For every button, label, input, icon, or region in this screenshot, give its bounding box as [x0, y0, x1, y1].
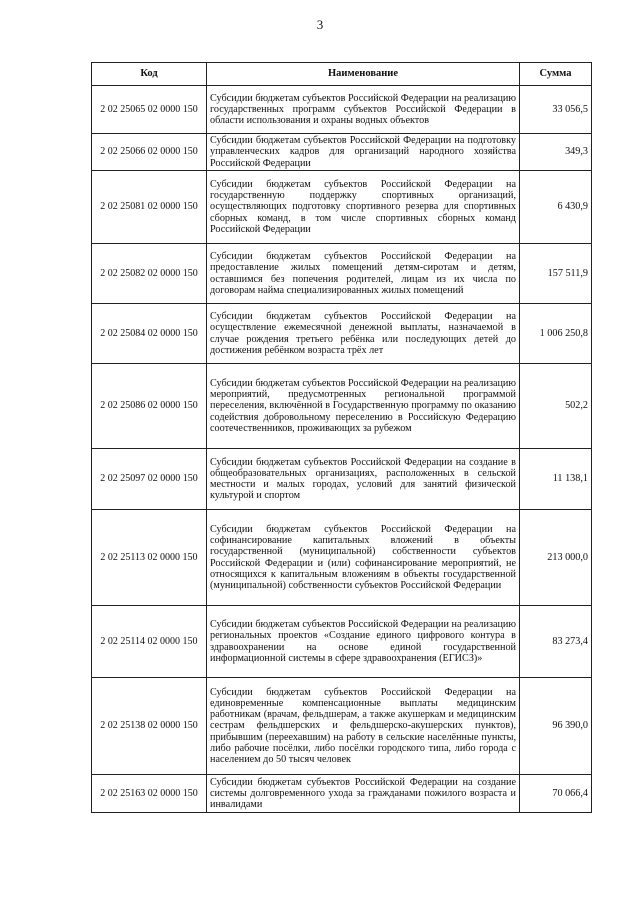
row-name: Субсидии бюджетам субъектов Российской Федерации на единовременные компенсационные выплаты медицинским работникам (врачам, фельдшерам, а также акушеркам и медицинским сестрам фельдшерских и фельдшерско-акушерских пунктов), прибывшим (переехавшим) на работу в сельские населённые пункты, либо рабочие посёлки, либо посёлки городского типа, либо города с населением до 50 тысяч человек — [207, 678, 520, 775]
row-name: Субсидии бюджетам субъектов Российской Федерации на предоставление жилых помещений детям-сиротам и детям, оставшимся без попечения родителей, лицам из их числа по договорам найма специализированных жилых помещений — [207, 244, 520, 304]
row-name: Субсидии бюджетам субъектов Российской Федерации на реализацию государственных программ субъектов Российской Федерации в области использования и охраны водных объектов — [207, 86, 520, 134]
subsidies-table — [91, 62, 592, 813]
row-name: Субсидии бюджетам субъектов Российской Федерации на реализацию мероприятий, предусмотренных региональной программой переселения, включённой в Государственную программу по оказанию содействия добровольному переселению в Российскую Федерацию соотечественников, проживающих за рубежом — [207, 364, 520, 449]
row-name: Субсидии бюджетам субъектов Российской Федерации на осуществление ежемесячной денежной выплаты, назначаемой в случае рождения третьего ребёнка или последующих детей до достижения ребёнком возраста трёх лет — [207, 304, 520, 364]
row-code: 2 02 25086 02 0000 150 — [92, 364, 207, 449]
table-row — [92, 304, 592, 364]
row-sum: 6 430,9 — [520, 171, 592, 244]
table-row — [92, 86, 592, 134]
row-sum: 70 066,4 — [520, 775, 592, 813]
row-sum: 83 273,4 — [520, 606, 592, 678]
row-code: 2 02 25065 02 0000 150 — [92, 86, 207, 134]
table-row — [92, 364, 592, 449]
row-sum: 1 006 250,8 — [520, 304, 592, 364]
row-code: 2 02 25082 02 0000 150 — [92, 244, 207, 304]
row-code: 2 02 25066 02 0000 150 — [92, 134, 207, 171]
row-code: 2 02 25097 02 0000 150 — [92, 449, 207, 510]
row-sum: 33 056,5 — [520, 86, 592, 134]
row-code: 2 02 25113 02 0000 150 — [92, 510, 207, 606]
row-name: Субсидии бюджетам субъектов Российской Федерации на государственную поддержку спортивных организаций, осуществляющих подготовку спортивного резерва для спортивных сборных команд, в том числе спортивных сборных команд Российской Федерации — [207, 171, 520, 244]
row-code: 2 02 25138 02 0000 150 — [92, 678, 207, 775]
row-code: 2 02 25114 02 0000 150 — [92, 606, 207, 678]
table-row — [92, 171, 592, 244]
row-sum: 157 511,9 — [520, 244, 592, 304]
column-header-sum: Сумма — [520, 63, 592, 86]
table-row — [92, 775, 592, 813]
column-header-name: Наименование — [207, 63, 520, 86]
table-header-row — [92, 63, 592, 86]
row-code: 2 02 25163 02 0000 150 — [92, 775, 207, 813]
table-row — [92, 244, 592, 304]
table-row — [92, 510, 592, 606]
row-sum: 349,3 — [520, 134, 592, 171]
row-sum: 11 138,1 — [520, 449, 592, 510]
row-code: 2 02 25084 02 0000 150 — [92, 304, 207, 364]
row-code: 2 02 25081 02 0000 150 — [92, 171, 207, 244]
table-row — [92, 678, 592, 775]
row-sum: 502,2 — [520, 364, 592, 449]
row-name: Субсидии бюджетам субъектов Российской Федерации на софинансирование капитальных вложений в объекты государственной (муниципальной) собственности субъектов Российской Федерации и (или) софинансирование мероприятий, не относящихся к капитальным вложениям в объекты государственной (муниципальной) собственности субъектов Российской Федерации — [207, 510, 520, 606]
column-header-code: Код — [92, 63, 207, 86]
table-row — [92, 606, 592, 678]
table-row — [92, 134, 592, 171]
row-name: Субсидии бюджетам субъектов Российской Федерации на создание в общеобразовательных организациях, расположенных в сельской местности и малых городах, условий для занятий физической культурой и спортом — [207, 449, 520, 510]
row-name: Субсидии бюджетам субъектов Российской Федерации на реализацию региональных проектов «Создание единого цифрового контура в здравоохранении на основе единой государственной информационной системы в сфере здравоохранения (ЕГИСЗ)» — [207, 606, 520, 678]
row-name: Субсидии бюджетам субъектов Российской Федерации на подготовку управленческих кадров для организаций народного хозяйства Российской Федерации — [207, 134, 520, 171]
row-sum: 213 000,0 — [520, 510, 592, 606]
row-name: Субсидии бюджетам субъектов Российской Федерации на создание системы долговременного ухода за гражданами пожилого возраста и инвалидами — [207, 775, 520, 813]
row-sum: 96 390,0 — [520, 678, 592, 775]
page-number: 3 — [316, 17, 324, 32]
table-row — [92, 449, 592, 510]
